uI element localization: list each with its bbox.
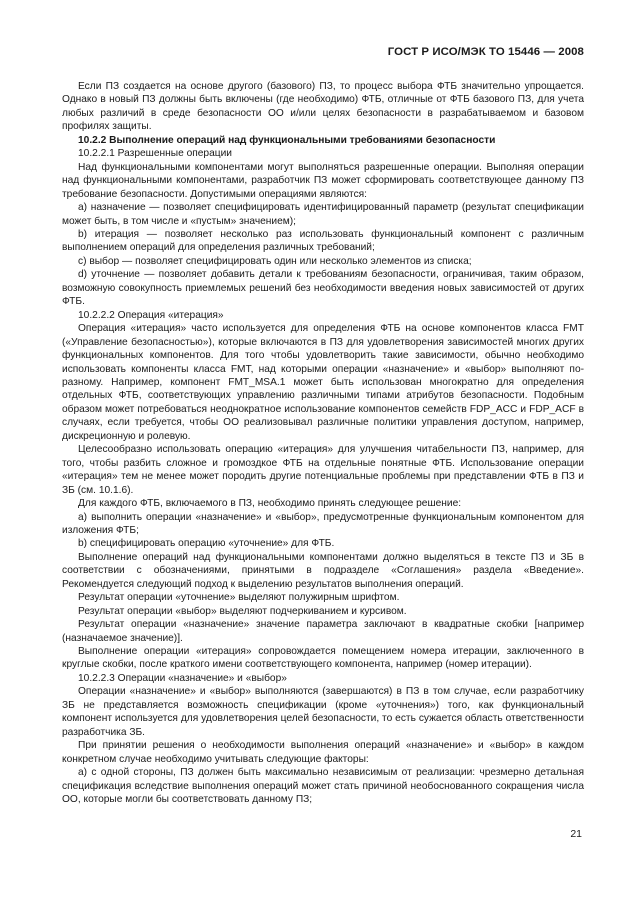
standard-header: ГОСТ Р ИСО/МЭК ТО 15446 — 2008 — [387, 46, 584, 58]
list-item: а) выполнить операции «назначение» и «выбор», предусмотренные функциональным компонентом для изложения ФТБ; — [62, 511, 584, 536]
paragraph: Над функциональными компонентами могут выполняться разрешенные операции. Выполняя операции над функциональными компонентами, разработчик ПЗ может сформировать соответствующее данному ПЗ требование безопасности. Допустимыми операциями являются: — [62, 161, 584, 200]
paragraph: Выполнение операций над функциональными компонентами должно выделяться в тексте ПЗ и ЗБ в соответствии с обозначениями, принятыми в подразделе «Соглашения» раздела «Введение». Рекомендуется следующий подход к выделению результатов выполнения операций. — [62, 551, 584, 590]
list-item: d) уточнение — позволяет добавить детали к требованиям безопасности, ограничивая, таким образом, возможную совокупность приемлемых решений без необходимости введения новых зависимостей от других ФТБ. — [62, 269, 584, 308]
paragraph: Для каждого ФТБ, включаемого в ПЗ, необходимо принять следующее решение: — [78, 498, 462, 510]
list-item: а) назначение — позволяет специфицировать идентифицированный параметр (результат спецификации может быть, в том числе и «пустым» значением); — [62, 202, 584, 227]
paragraph: Выполнение операции «итерация» сопровождается помещением номера итерации, заключенного в круглые скобки, после краткого имени соответствующего компонента, например (номер итерации). — [62, 646, 584, 671]
page-number: 21 — [570, 828, 582, 840]
paragraph: Целесообразно использовать операцию «итерация» для улучшения читабельности ПЗ, например, для того, чтобы разбить сложное и громоздкое ФТБ на отдельные понятные ФТБ. Использование операции «итерация» тем не менее может породить другие потенциальные проблемы при представлении ФТБ в ПЗ и ЗБ (см. 10.1.6). — [62, 444, 584, 496]
subsection-heading: 10.2.2.2 Операция «итерация» — [78, 309, 224, 321]
paragraph: При принятии решения о необходимости выполнения операций «назначение» и «выбор» в каждом конкретном случае необходимо учитывать следующие факторы: — [62, 740, 584, 765]
section-heading: 10.2.2 Выполнение операций над функциональными требованиями безопасности — [78, 134, 496, 146]
subsection-heading: 10.2.2.3 Операции «назначение» и «выбор» — [78, 672, 287, 684]
list-item: b) специфицировать операцию «уточнение» для ФТБ. — [78, 538, 335, 550]
list-item: а) с одной стороны, ПЗ должен быть максимально независимым от реализации: чрезмерно детальная спецификация вследствие выполнения операций может стать причиной необоснованного сокращения числа ОО, которые могли бы соответствовать данному ПЗ; — [62, 767, 584, 806]
paragraph: Результат операции «назначение» значение параметра заключают в квадратные скобки [например (назначаемое значение)]. — [62, 619, 584, 644]
paragraph: Результат операции «выбор» выделяют подчеркиванием и курсивом. — [78, 605, 407, 617]
document-body — [62, 80, 584, 806]
list-item: b) итерация — позволяет несколько раз использовать функциональный компонент с различным выполнением операций для определения различных требований; — [62, 228, 584, 254]
subsection-heading: 10.2.2.1 Разрешенные операции — [78, 148, 232, 160]
list-item: с) выбор — позволяет специфицировать один или несколько элементов из списка; — [78, 255, 472, 267]
paragraph: Операция «итерация» часто используется для определения ФТБ на основе компонентов класса FMT («Управление безопасностью»), которые включаются в ПЗ для удовлетворения зависимостей многих других функциональных компонентов. Для того чтобы удовлетворить такие зависимости, обычно необходимо использовать компоненты класса FMT, над которыми операции «назначение» и «выбор» выполняют по-разному. Например, компонент FMT_MSA.1 может быть использован многократно для определения отдельных ФТБ, соответствующих управлению различными типами атрибутов безопасности. Подобным образом может потребоваться неоднократное использование компонентов семейств FDP_ACC и FDP_ACF в случаях, если требуется, чтобы ОО реализовывал различные политики управления доступом, например, дискреционную и ролевую. — [62, 323, 584, 442]
paragraph: Результат операции «уточнение» выделяют полужирным шрифтом. — [78, 592, 400, 604]
paragraph: Операции «назначение» и «выбор» выполняются (завершаются) в ПЗ в том случае, если разработчику ЗБ не представляется возможность спецификации (кроме «уточнения») того, как функциональный компонент используется для удовлетворения целей безопасности, то есть сужается область ответственности разработчика ЗБ. — [62, 686, 584, 738]
paragraph: Если ПЗ создается на основе другого (базового) ПЗ, то процесс выбора ФТБ значительно упрощается. Однако в новый ПЗ должны быть включены (где необходимо) ФТБ, отличные от ФТБ базового ПЗ, для учета любых различий в среде безопасности ОО и/или целях безопасности в разрабатываемом и базовом профилях защиты. — [62, 81, 584, 133]
